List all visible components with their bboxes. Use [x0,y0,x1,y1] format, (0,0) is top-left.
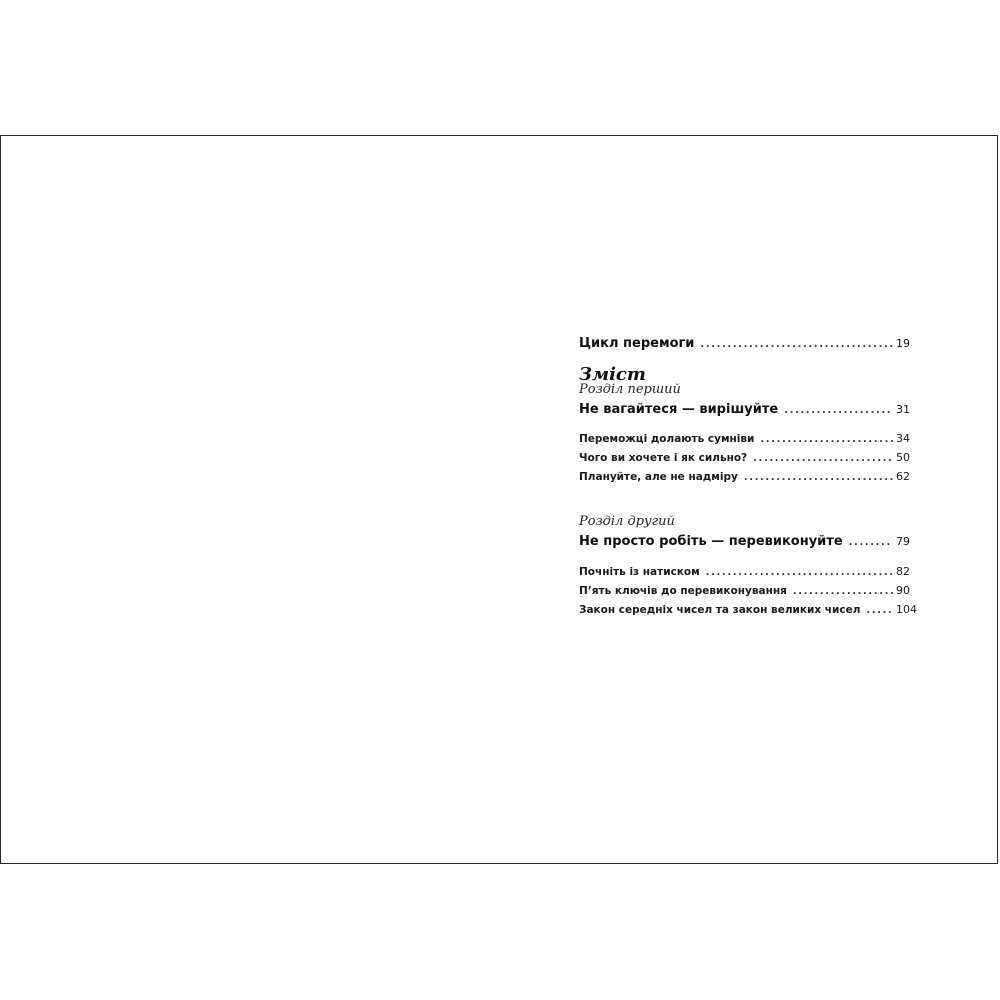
toc-entry-label: Не вагайтеся — вирішуйте [579,402,779,417]
toc-entry-page: 90 [896,584,910,597]
toc-entry-section [579,469,910,486]
toc-entry-page: 19 [896,337,910,350]
toc-entry-label: Плануйте, але не надміру [579,471,738,483]
dot-leader [700,336,893,354]
toc-entry-section [579,450,910,467]
toc-entry-label: П’ять ключів до перевиконування [579,585,787,597]
toc-entry-section [579,602,917,619]
toc-entry-label: Не просто робіть — перевиконуйте [579,534,843,549]
toc-entry-page: 62 [896,470,910,483]
dot-leader [744,470,893,486]
part-label-1: Розділ перший [579,382,681,397]
dot-leader [753,451,893,467]
toc-entry-label: Цикл перемоги [579,336,695,351]
dot-leader [706,565,893,581]
toc-entry-label: Переможці долають сумніви [579,433,755,445]
toc-entry-intro [579,335,910,354]
toc-entry-label: Почніть із натиском [579,566,700,578]
toc-entry-page: 82 [896,565,910,578]
toc-title: Зміст [579,364,646,385]
toc-entry-chapter-1 [579,401,910,420]
dot-leader [849,534,893,552]
dot-leader [866,603,893,619]
dot-leader [760,432,893,448]
toc-entry-label: Чого ви хочете і як сильно? [579,452,748,464]
toc-entry-page: 79 [896,535,910,548]
toc-entry-section [579,564,910,581]
toc-entry-page: 50 [896,451,910,464]
toc-entry-label: Закон середніх чисел та закон великих чисел [579,604,861,616]
dot-leader [784,402,893,420]
toc-entry-page: 34 [896,432,910,445]
toc-entry-chapter-2 [579,533,910,552]
toc-entry-section [579,583,910,600]
toc-entry-page: 104 [896,603,917,616]
dot-leader [793,584,893,600]
part-label-2: Розділ другий [579,514,675,529]
toc-entry-page: 31 [896,403,910,416]
toc-entry-section [579,431,910,448]
book-spread [0,135,998,864]
